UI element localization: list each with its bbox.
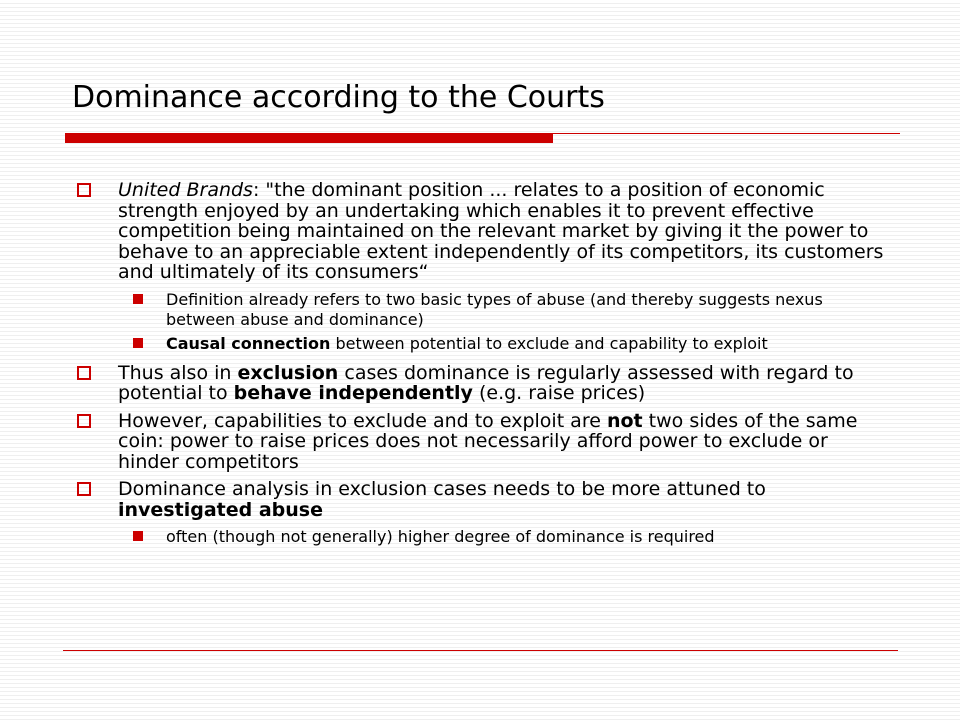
hollow-square-icon	[77, 366, 91, 380]
case-quote: : "the dominant position ... relates to a position of economic strength enjoyed by an undertaking which enables it to prevent effective competition being maintained on the relevant market by giving it the power to behave to an appreciable extent independently of its competitors, its customers and ultimately of its consumers“	[118, 179, 884, 283]
bold-term: exclusion	[237, 361, 339, 384]
bold-term: not	[606, 409, 643, 432]
filled-square-icon	[133, 531, 143, 541]
title-underline-thick	[65, 133, 553, 143]
filled-square-icon	[133, 338, 143, 348]
subbullet-text: Definition already refers to two basic types of abuse (and thereby suggests nexus between abuse and dominance)	[166, 289, 823, 329]
hollow-square-icon	[77, 414, 91, 428]
bold-term: Causal connection	[166, 333, 331, 353]
hollow-square-icon	[77, 183, 91, 197]
title-underline-thin	[553, 133, 900, 134]
bullet-dominance-analysis	[74, 479, 894, 520]
bullet-text: (e.g. raise prices)	[472, 382, 646, 404]
bold-term: behave independently	[233, 382, 473, 404]
case-name: United Brands	[118, 179, 253, 201]
filled-square-icon	[133, 294, 143, 304]
subbullet-higher-degree	[74, 527, 894, 547]
bold-term: investigated abuse	[118, 498, 323, 521]
subbullet-text: often (though not generally) higher degree of dominance is required	[166, 527, 715, 546]
subbullet-causal-connection	[74, 334, 894, 354]
slide-content	[74, 180, 894, 551]
bullet-text: Thus also in	[118, 361, 238, 384]
hollow-square-icon	[77, 482, 91, 496]
bullet-text: two sides of the same coin: power to raise prices does not necessarily afford power to exclude or hinder competitors	[118, 409, 858, 473]
slide-title: Dominance according to the Courts	[72, 80, 605, 115]
footer-rule	[63, 650, 898, 651]
bullet-exclusion-cases	[74, 363, 894, 404]
bullet-text: Dominance analysis in exclusion cases needs to be more attuned to	[118, 478, 766, 500]
bullet-text: However, capabilities to exclude and to exploit are	[118, 409, 607, 432]
bullet-united-brands	[74, 180, 894, 283]
bullet-capabilities	[74, 411, 894, 473]
subbullet-text: between potential to exclude and capability to exploit	[330, 333, 768, 353]
bullet-text: cases dominance is regularly assessed with regard to potential to	[118, 361, 854, 404]
subbullet-definition	[74, 290, 894, 330]
